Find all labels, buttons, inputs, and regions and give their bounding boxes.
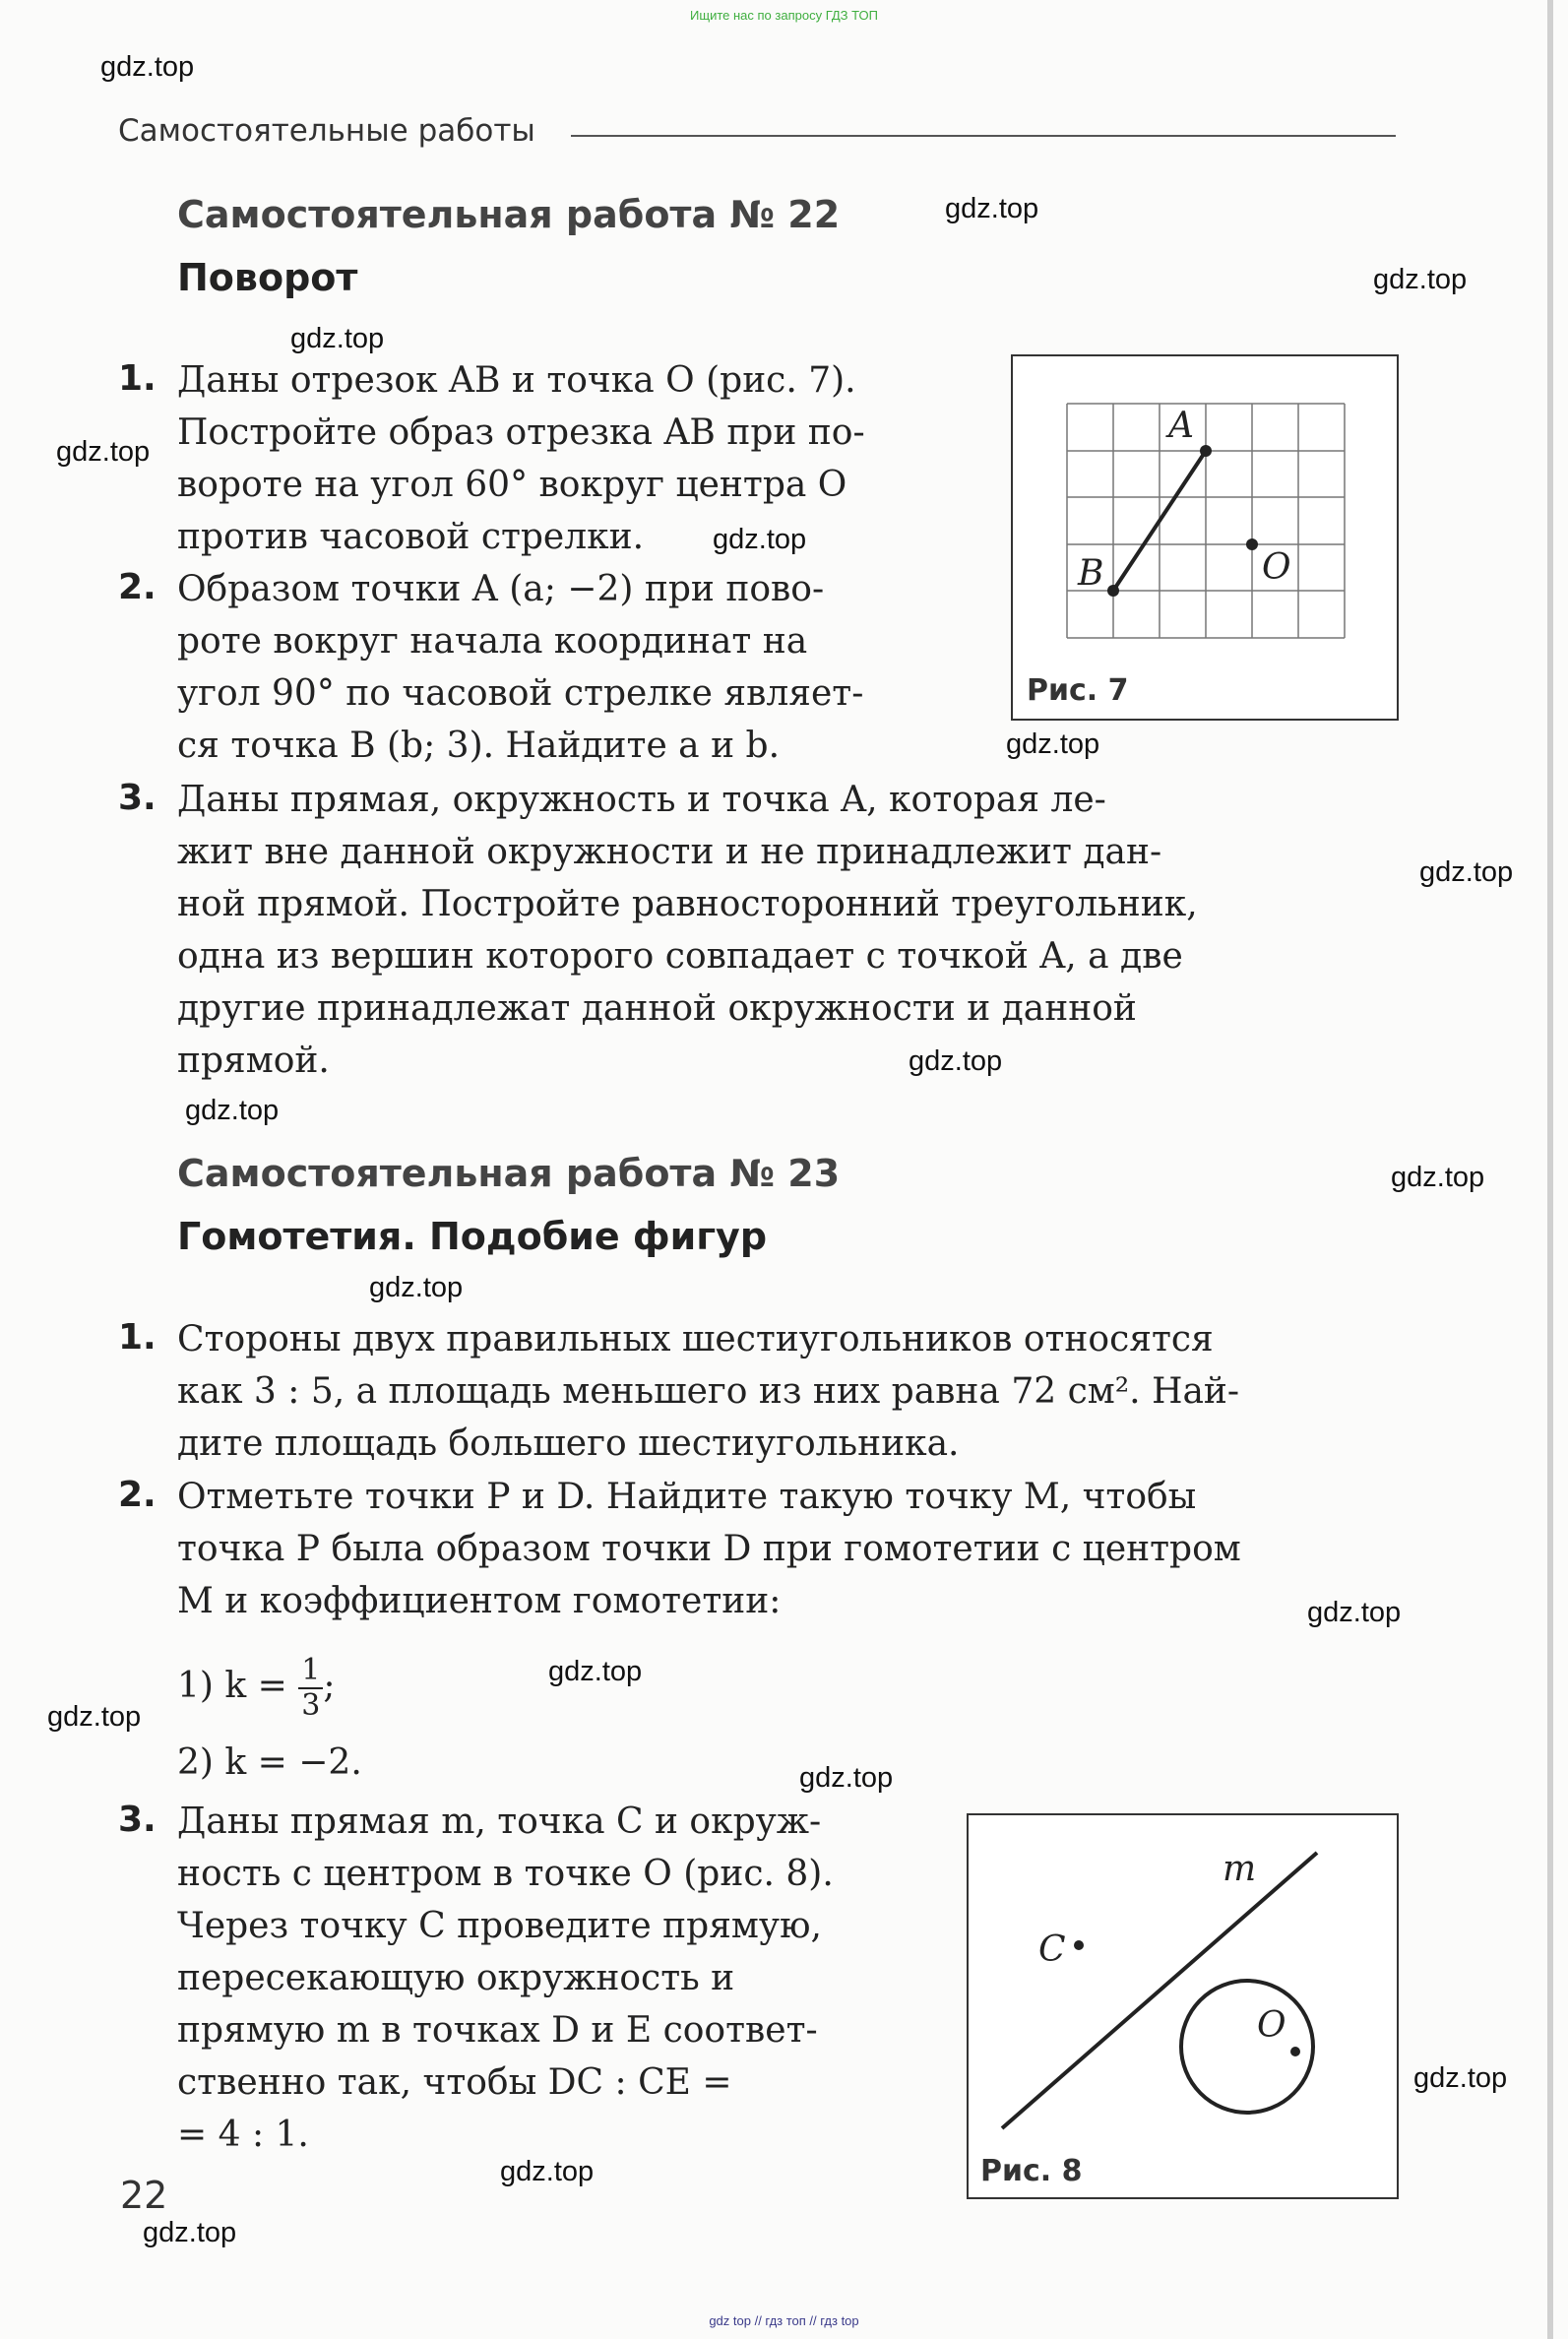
fraction-denominator: 3	[301, 1688, 321, 1723]
work23-task2-option2: 2) k = −2.	[177, 1742, 362, 1783]
task-line: другие принадлежат данной окружности и данной	[177, 988, 1137, 1029]
page-edge	[1547, 0, 1553, 2339]
page-number: 22	[120, 2174, 168, 2217]
point-o	[1246, 538, 1258, 550]
watermark: gdz.top	[290, 323, 385, 354]
figure-7-caption: Рис. 7	[1027, 673, 1129, 708]
figure-8	[967, 1813, 1399, 2199]
task-line: против часовой стрелки.	[177, 517, 645, 557]
label-o: O	[1257, 2005, 1286, 2046]
task-line: Даны отрезок AB и точка O (рис. 7).	[177, 360, 856, 401]
watermark: gdz.top	[713, 524, 807, 555]
fraction	[298, 1654, 323, 1723]
work23-task2	[177, 1471, 1398, 1627]
task-line: прямую m в точках D и E соответ-	[177, 2010, 818, 2051]
task-line: Через точку C проведите прямую,	[177, 1906, 822, 1946]
task-line: Стороны двух правильных шестиугольников относятся	[177, 1319, 1214, 1359]
work22-task3	[177, 774, 1398, 1087]
work23-task1-number: 1.	[118, 1317, 157, 1358]
work22-task1-number: 1.	[118, 358, 157, 399]
point-o	[1290, 2047, 1300, 2056]
watermark: gdz.top	[799, 1762, 894, 1794]
watermark: gdz.top	[1006, 728, 1100, 760]
task-line: как 3 : 5, а площадь меньшего из них равна 72 см². Най-	[177, 1371, 1240, 1412]
figure-7-drawing	[1013, 356, 1397, 719]
watermark: gdz.top	[1391, 1162, 1485, 1193]
work22-title: Самостоятельная работа № 22	[177, 193, 841, 236]
task-line: ственно так, чтобы DC : CE =	[177, 2062, 732, 2103]
label-m: m	[1223, 1849, 1257, 1889]
watermark: gdz.top	[548, 1656, 643, 1687]
work22-task2-number: 2.	[118, 567, 157, 607]
watermark: gdz.top	[143, 2217, 237, 2248]
task-line: ся точка B (b; 3). Найдите a и b.	[177, 726, 781, 766]
work23-task3-number: 3.	[118, 1800, 157, 1840]
work23-task3	[177, 1796, 925, 2161]
work23-task2-number: 2.	[118, 1475, 157, 1515]
figure-8-drawing	[969, 1815, 1397, 2197]
task-line: Даны прямая, окружность и точка A, которая ле-	[177, 780, 1106, 820]
watermark: gdz.top	[1413, 2062, 1508, 2094]
task-line: жит вне данной окружности и не принадлежит дан-	[177, 832, 1162, 872]
task-line: M и коэффициентом гомотетии:	[177, 1581, 782, 1621]
figure-8-caption: Рис. 8	[980, 2154, 1083, 2188]
task-line: Образом точки A (a; −2) при пово-	[177, 569, 825, 609]
watermark: gdz.top	[945, 193, 1039, 224]
label-c: C	[1038, 1929, 1066, 1970]
point-a	[1200, 445, 1212, 457]
work22-task2	[177, 563, 945, 772]
line-m	[1002, 1853, 1317, 2128]
watermark: gdz.top	[100, 51, 195, 83]
task-line: одна из вершин которого совпадает с точкой A, а две	[177, 936, 1183, 977]
task-line: ность с центром в точке O (рис. 8).	[177, 1854, 834, 1894]
task-line: пересекающую окружность и	[177, 1958, 735, 1998]
task-line: вороте на угол 60° вокруг центра O	[177, 465, 847, 505]
watermark: gdz.top	[56, 436, 151, 468]
running-head: Самостоятельные работы	[118, 113, 535, 149]
option1-prefix: 1) k =	[177, 1666, 287, 1706]
task-line: = 4 : 1.	[177, 2115, 309, 2155]
running-head-rule	[571, 135, 1396, 137]
task-line: угол 90° по часовой стрелке являет-	[177, 673, 864, 714]
point-c	[1074, 1940, 1084, 1950]
work23-task2-option1	[177, 1654, 336, 1723]
task-line: дите площадь большего шестиугольника.	[177, 1423, 960, 1464]
watermark: gdz.top	[47, 1701, 142, 1733]
option1-suffix: ;	[323, 1666, 336, 1706]
watermark: gdz.top	[500, 2156, 595, 2187]
watermark: gdz.top	[909, 1045, 1003, 1077]
task-line: роте вокруг начала координат на	[177, 621, 808, 662]
task-line: Отметьте точки P и D. Найдите такую точку M, чтобы	[177, 1477, 1197, 1517]
watermark: gdz.top	[369, 1272, 464, 1303]
work22-subtitle: Поворот	[177, 256, 358, 299]
task-line: ной прямой. Постройте равносторонний треугольник,	[177, 884, 1198, 924]
label-o: O	[1262, 547, 1291, 588]
label-b: B	[1078, 553, 1104, 594]
circle-o	[1181, 1981, 1313, 2113]
work23-task1	[177, 1313, 1398, 1470]
task-line: Даны прямая m, точка C и окруж-	[177, 1802, 822, 1842]
task-line: прямой.	[177, 1041, 330, 1081]
top-banner[interactable]: Ищите нас по запросу ГДЗ ТОП	[690, 8, 878, 23]
work23-subtitle: Гомотетия. Подобие фигур	[177, 1215, 768, 1258]
watermark: gdz.top	[1373, 264, 1468, 295]
bottom-banner[interactable]: gdz top // гдз топ // гдз top	[709, 2313, 859, 2328]
task-line: Постройте образ отрезка AB при по-	[177, 412, 865, 453]
point-b	[1107, 585, 1119, 597]
work23-title: Самостоятельная работа № 23	[177, 1152, 841, 1195]
figure-7-grid	[1067, 404, 1345, 638]
fraction-numerator: 1	[298, 1654, 323, 1689]
work22-task1	[177, 354, 945, 563]
watermark: gdz.top	[1307, 1597, 1402, 1628]
watermark: gdz.top	[1419, 856, 1514, 888]
task-line: точка P была образом точки D при гомотетии с центром	[177, 1529, 1241, 1569]
label-a: A	[1168, 406, 1194, 446]
work22-task3-number: 3.	[118, 778, 157, 818]
figure-7	[1011, 354, 1399, 721]
watermark: gdz.top	[185, 1095, 280, 1126]
